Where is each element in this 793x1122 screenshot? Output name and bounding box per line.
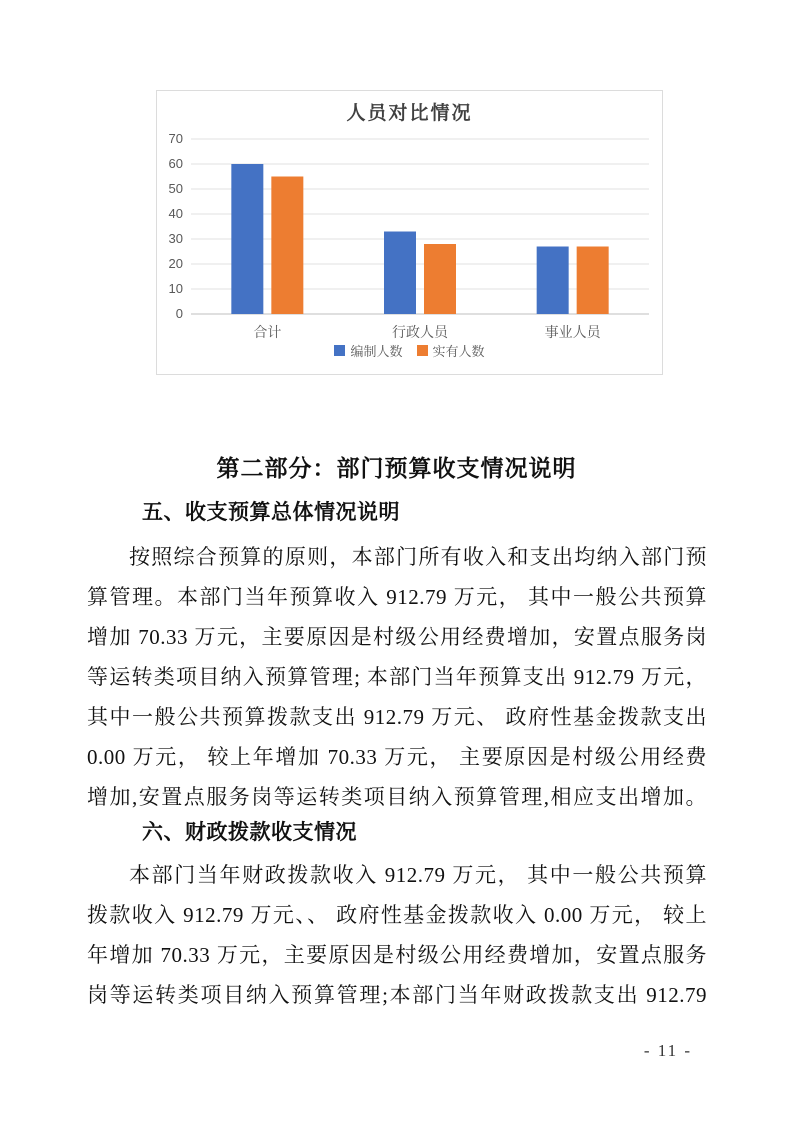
text-line: 其中一般公共预算拨款支出 912.79 万元、 政府性基金拨款支出 [87,705,707,729]
text-line: 增加 70.33 万元，主要原因是村级公用经费增加，安置点服务岗 [87,625,707,649]
y-axis-tick-label: 60 [168,156,183,171]
personnel-bar-chart [156,90,663,375]
x-axis-category-label: 合计 [253,324,282,340]
bar-编制人数-合计 [231,164,263,314]
text-line: 年增加 70.33 万元，主要原因是村级公用经费增加，安置点服务 [87,943,707,967]
y-axis-tick-label: 10 [168,281,183,296]
text-line: 增加,安置点服务岗等运转类项目纳入预算管理,相应支出增加。 [87,785,707,809]
text-line: 岗等运转类项目纳入预算管理;本部门当年财政拨款支出 912.79 [87,983,707,1007]
y-axis-tick-label: 70 [168,131,183,146]
bar-编制人数-行政人员 [384,232,416,315]
text-line: 0.00 万元， 较上年增加 70.33 万元， 主要原因是村级公用经费 [87,745,707,769]
page-number: - 11 - [643,1041,693,1060]
x-axis-category-label: 行政人员 [392,324,448,340]
section6-heading: 六、财政拨款收支情况 [142,821,357,844]
bar-chart-plot-area [157,91,662,374]
bar-编制人数-事业人员 [537,247,569,315]
legend-item [334,341,402,360]
chart-legend [157,341,662,360]
legend-item [417,341,485,360]
bar-实有人数-行政人员 [424,244,456,314]
x-axis-category-label: 事业人员 [544,324,601,340]
bar-实有人数-事业人员 [577,247,609,315]
legend-label: 编制人数 [350,344,403,359]
chart-title: 人员对比情况 [346,103,473,124]
section5-paragraph [87,537,707,817]
section6-paragraph [87,855,707,1015]
text-line: 本部门当年财政拨款收入 912.79 万元， 其中一般公共预算 [129,863,707,887]
y-axis-tick-label: 30 [168,231,183,246]
y-axis-tick-label: 40 [168,206,183,221]
y-axis-tick-label: 50 [168,181,183,196]
section5-heading: 五、收支预算总体情况说明 [142,501,400,524]
y-axis-tick-label: 20 [168,256,183,271]
legend-label: 实有人数 [432,344,485,359]
bar-实有人数-合计 [271,177,303,315]
text-line: 按照综合预算的原则，本部门所有收入和支出均纳入部门预 [129,545,707,569]
legend-swatch-icon [417,345,428,356]
text-line: 拨款收入 912.79 万元、、 政府性基金拨款收入 0.00 万元， 较上 [87,903,707,927]
text-line: 等运转类项目纳入预算管理; 本部门当年预算支出 912.79 万元， [87,665,707,689]
y-axis-tick-label: 0 [175,306,183,321]
part2-heading: 第二部分：部门预算收支情况说明 [216,456,577,481]
text-line: 算管理。本部门当年预算收入 912.79 万元， 其中一般公共预算 [87,585,707,609]
legend-swatch-icon [334,345,345,356]
